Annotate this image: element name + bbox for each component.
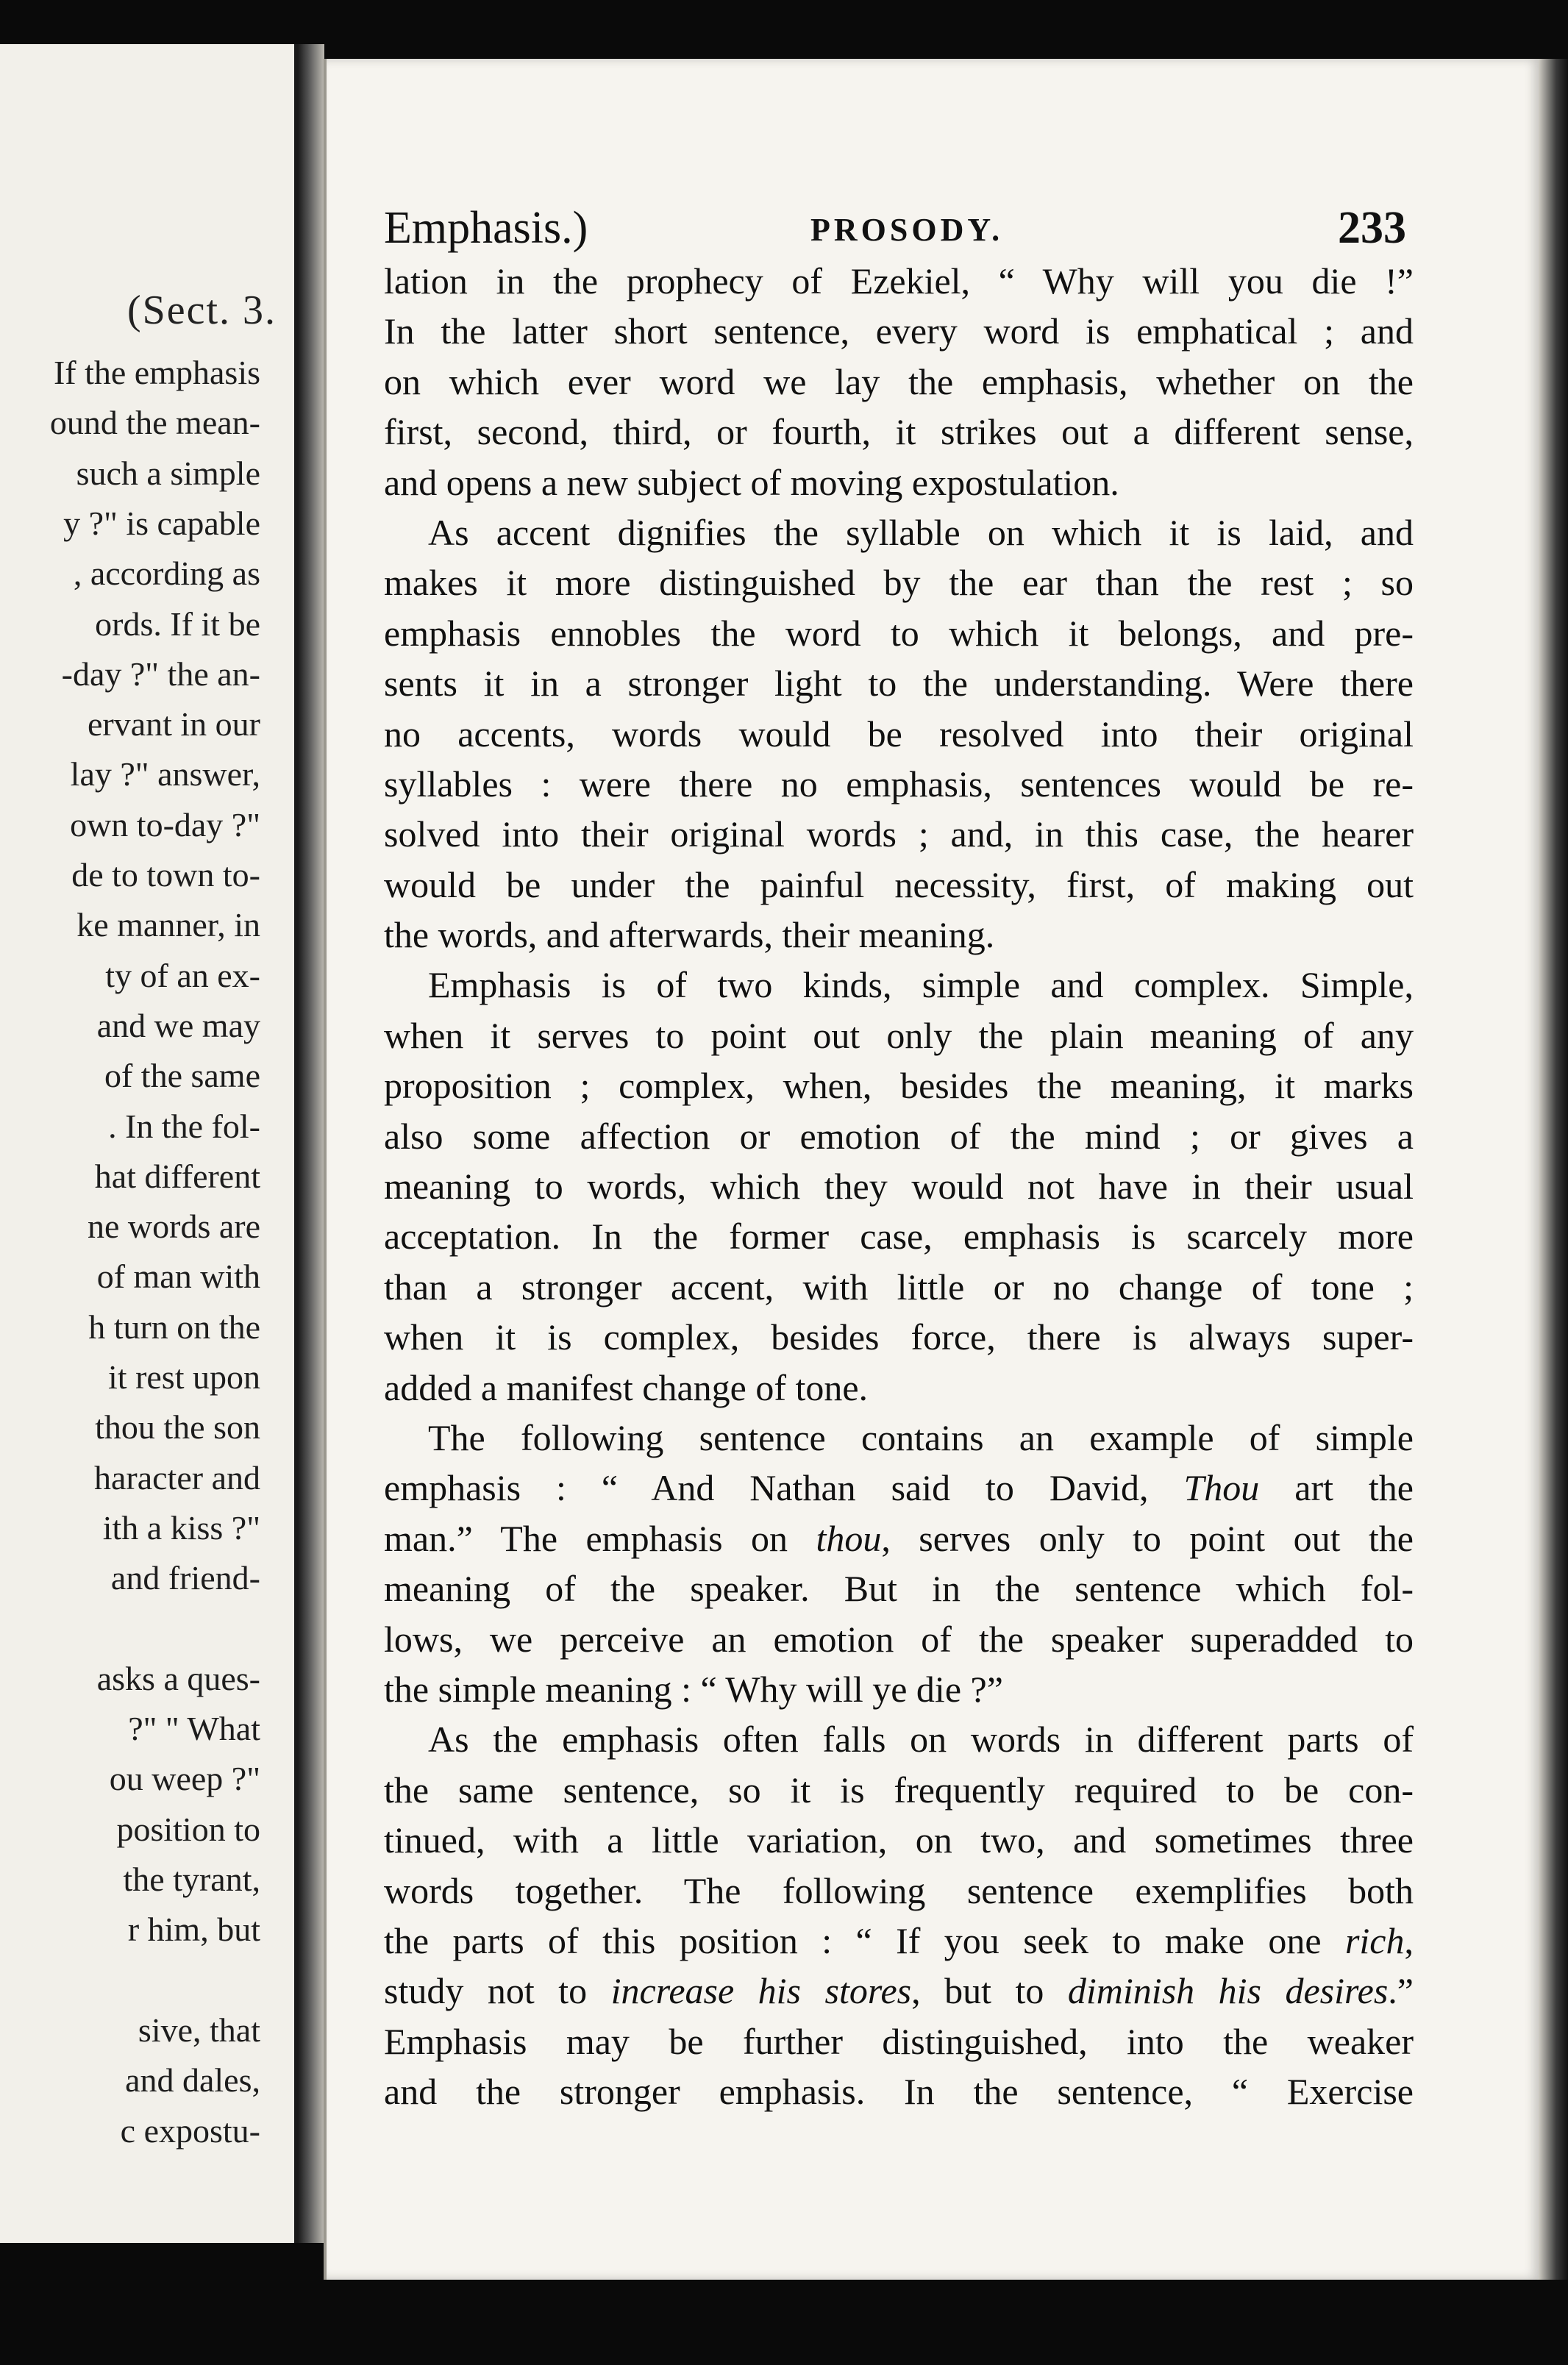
left-page-line: de to town to- [71, 856, 260, 893]
left-page-line: and friend- [110, 1559, 260, 1597]
left-page-line: , according as [73, 554, 260, 593]
text-line: first, second, third, or fourth, it strikes out a different sense, [384, 411, 1414, 453]
text-line: also some affection or emotion of the mind ; or gives a [384, 1115, 1414, 1157]
text-line: As the emphasis often falls on words in different parts of [428, 1719, 1414, 1761]
left-page-line: h turn on the [88, 1308, 260, 1346]
text-line: lation in the prophecy of Ezekiel, “ Why will you die !” [384, 260, 1414, 302]
left-page-line: of the same [104, 1057, 260, 1095]
left-page-line: of man with [96, 1258, 260, 1296]
text-line: syllables : were there no emphasis, sentences would be re- [384, 763, 1414, 805]
left-page-line: c expostu- [120, 2111, 260, 2150]
text-line: meaning to words, which they would not have in their usual [384, 1166, 1414, 1208]
text-line: Emphasis may be further distinguished, into the weaker [384, 2020, 1414, 2062]
text-line: proposition ; complex, when, besides the meaning, it marks [384, 1065, 1414, 1107]
left-page-line: ith a kiss ?" [102, 1508, 260, 1547]
running-head [384, 202, 1406, 261]
left-page-line: and we may [96, 1006, 260, 1044]
left-page-line: haracter and [93, 1458, 260, 1497]
text-line: The following sentence contains an example of simple [428, 1416, 1414, 1458]
text-line: on which ever word we lay the emphasis, whether on the [384, 360, 1414, 402]
left-page-line: ?" " What [128, 1710, 260, 1748]
left-page-line: ervant in our [87, 705, 260, 743]
text-line: In the latter short sentence, every word is emphatical ; and [384, 310, 1414, 352]
text-line: acceptation. In the former case, emphasis is scarcely more [384, 1216, 1414, 1258]
page-edge [1539, 59, 1568, 2280]
text-line: and opens a new subject of moving expostulation. [384, 461, 1119, 503]
left-page-line: position to [116, 1810, 260, 1848]
left-page-line: If the emphasis [53, 354, 260, 391]
text-line: the same sentence, so it is frequently required to be con- [384, 1769, 1414, 1811]
text-line: words together. The following sentence exemplifies both [384, 1869, 1414, 1911]
text-line: As accent dignifies the syllable on which it is laid, and [428, 511, 1414, 553]
left-page-line: lay ?" answer, [70, 755, 260, 793]
left-page-line: ords. If it be [95, 604, 260, 643]
paragraph [384, 960, 1414, 1413]
left-page-line: ound the mean- [49, 404, 260, 442]
left-page-line: ne words are [87, 1208, 260, 1246]
paragraph [384, 1714, 1414, 2116]
text-line: added a manifest change of tone. [384, 1366, 869, 1408]
left-page-line: y ?" is capable [63, 504, 260, 542]
left-page-line: ou weep ?" [109, 1760, 260, 1798]
text-line: than a stronger accent, with little or no change of tone ; [384, 1266, 1414, 1308]
left-page-line: r him, but [127, 1911, 260, 1949]
text-line: emphasis : “ And Nathan said to David, Thou art the [384, 1467, 1414, 1509]
text-line: would be under the painful necessity, first, of making out [384, 863, 1414, 905]
text-line: man.” The emphasis on thou, serves only to point out the [384, 1517, 1414, 1559]
left-page-line: and dales, [125, 2061, 260, 2100]
text-line: study not to increase his stores, but to diminish his desires.” [384, 1970, 1414, 2012]
text-line: meaning of the speaker. But in the sentence which fol- [384, 1568, 1414, 1610]
left-page-line: own to-day ?" [70, 805, 260, 843]
left-page-line: ke manner, in [76, 906, 260, 944]
text-line: emphasis ennobles the word to which it belongs, and pre- [384, 612, 1414, 654]
left-page-line: -day ?" the an- [61, 654, 260, 693]
text-line: and the stronger emphasis. In the sentence, “ Exercise [384, 2071, 1414, 2113]
text-line: when it serves to point out only the plain meaning of any [384, 1014, 1414, 1056]
scan-border [294, 2280, 1568, 2365]
text-line: the simple meaning : “ Why will ye die ?” [384, 1668, 1003, 1710]
text-line: solved into their original words ; and, in this case, the hearer [384, 813, 1414, 855]
text-line: Emphasis is of two kinds, simple and complex. Simple, [428, 964, 1414, 1006]
page-number: 233 [1338, 203, 1406, 253]
paragraph [384, 1413, 1414, 1714]
text-line: makes it more distinguished by the ear than the rest ; so [384, 562, 1414, 604]
previous-page-fragment [0, 44, 302, 2243]
left-page-line: such a simple [76, 454, 260, 492]
running-head-title: PROSODY. [810, 212, 1004, 248]
left-page-line: hat different [94, 1157, 260, 1195]
left-page-line: thou the son [95, 1408, 260, 1447]
left-page-line: ty of an ex- [105, 956, 260, 994]
left-page-line: the tyrant, [123, 1861, 260, 1898]
text-line: no accents, words would be resolved into their original [384, 713, 1414, 755]
paragraph [384, 507, 1414, 960]
left-page-line: it rest upon [108, 1358, 260, 1396]
text-line: sents it in a stronger light to the understanding. Were there [384, 663, 1414, 704]
text-line: lows, we perceive an emotion of the speaker superadded to [384, 1618, 1414, 1660]
body-text [384, 256, 1414, 2116]
text-line: tinued, with a little variation, on two, and sometimes three [384, 1819, 1414, 1861]
left-page-line: asks a ques- [96, 1659, 260, 1697]
left-page-section-label: (Sect. 3. [126, 288, 277, 333]
paragraph [384, 256, 1414, 507]
book-gutter [298, 44, 324, 2243]
running-head-left: Emphasis.) [384, 203, 588, 253]
text-line: when it is complex, besides force, there is always super- [384, 1316, 1414, 1358]
text-line: the parts of this position : “ If you seek to make one rich, [384, 1919, 1414, 1961]
left-page-line: . In the fol- [108, 1107, 260, 1145]
text-line: the words, and afterwards, their meaning. [384, 914, 995, 956]
left-page-line: sive, that [138, 2011, 260, 2049]
